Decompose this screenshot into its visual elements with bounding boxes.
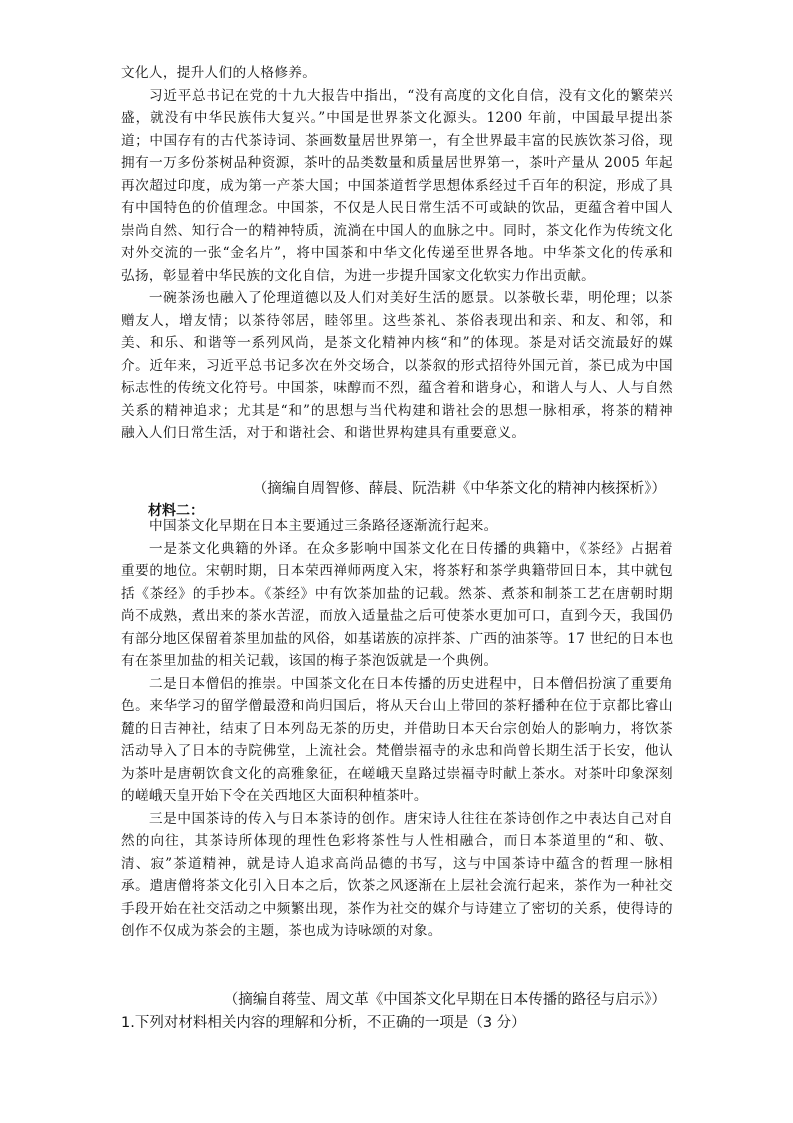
text-line: 麓的日吉神社，结束了日本列岛无茶的历史，并借助日本天台宗创始人的影响力，将饮茶 — [121, 720, 673, 737]
text-line: 习近平总书记在党的十九大报告中指出，“没有高度的文化自信，没有文化的繁荣兴 — [149, 87, 673, 104]
text-line: 介。近年来，习近平总书记多次在外交场合，以茶叙的形式招待外国元首，茶已成为中国 — [121, 357, 673, 374]
text-line: 三是中国茶诗的传入与日本茶诗的创作。唐宋诗人往往在茶诗创作之中表达自己对自 — [149, 810, 673, 827]
text-line: 创作不仅成为茶会的主题，茶也成为诗咏颂的对象。 — [121, 923, 442, 939]
text-line: 有部分地区保留着茶里加盐的风俗，如基诺族的凉拌茶、广西的油茶等。17 世纪的日本也 — [121, 630, 674, 647]
text-line: 有中国特色的价值理念。中国茶，不仅是人民日常生活不可或缺的饮品，更蕴含着中国人 — [121, 200, 673, 216]
text-line: 手段开始在社交活动之中频繁出现，茶作为社交的媒介与诗建立了密切的关系，使得诗的 — [121, 900, 673, 917]
text-line: 一碗茶汤也融入了伦理道德以及人们对美好生活的愿景。以茶敬长辈，明伦理；以茶 — [149, 290, 673, 306]
text-line: 重要的地位。宋朝时期，日本荣西禅师两度入宋，将茶籽和茶学典籍带回日本，其中就包 — [121, 563, 673, 579]
text-line: 尚不成熟，煮出来的茶水苦涩，而放入适量盐之后可使茶水更加可口，直到今天，我国仍 — [121, 608, 673, 624]
text-line: 清、寂”茶道精神，就是诗人追求高尚品德的书写，这与中国茶诗中蕴含的哲理一脉相 — [121, 855, 673, 872]
text-line: 再次超过印度，成为第一产茶大国；中国茶道哲学思想体系经过千百年的积淀，形成了具 — [121, 177, 673, 194]
material-one-text — [121, 62, 673, 445]
text-line: 中国茶文化早期在日本主要通过三条路径逐渐流行起来。 — [149, 518, 498, 534]
text-line: 承。遣唐僧将茶文化引入日本之后，饮茶之风逐渐在上层社会流行起来，茶作为一种社交 — [121, 878, 673, 894]
text-line: 拥有一万多份茶树品种资源，茶叶的品类数量和质量居世界第一，茶叶产量从 2005 年起 — [121, 155, 673, 171]
text-line: 对外交流的一张“金名片”，将中国茶和中华文化传递至世界各地。中华茶文化的传承和 — [121, 245, 673, 261]
text-line: 赠友人，增友情；以茶待邻居，睦邻里。这些茶礼、茶俗表现出和亲、和友、和邻，和 — [121, 312, 673, 329]
text-line: 有在茶里加盐的相关记载，该国的梅子茶泡饭就是一个典例。 — [121, 653, 498, 669]
text-line: 为茶叶是唐朝饮食文化的高雅象征，在嵯峨天皇路过崇福寺时献上茶水。对茶叶印象深刻 — [121, 765, 673, 782]
text-line: 美、和乐、和谐等一系列风尚，是茶文化精神内核“和”的体现。茶是对话交流最好的媒 — [121, 335, 673, 351]
text-line: 盛，就没有中华民族伟大复兴。”中国是世界茶文化源头。1200 年前，中国最早提出茶 — [121, 110, 673, 126]
text-line: 崇尚自然、知行合一的精神特质，流淌在中国人的血脉之中。同时，茶文化作为传统文化 — [121, 222, 673, 239]
text-line: 弘扬，彰显着中华民族的文化自信，为进一步提升国家文化软实力作出贡献。 — [121, 267, 596, 284]
text-line: 关系的精神追求；尤其是“和”的思想与当代构建和谐社会的思想一脉相承，将茶的精神 — [121, 402, 673, 419]
text-line: 文化人，提升人们的人格修养。 — [121, 65, 317, 81]
source-citation-two: （摘编自蒋莹、周文革《中国茶文化早期在日本传播的路径与启示》） — [223, 992, 666, 1008]
text-line: 一是茶文化典籍的外译。在众多影响中国茶文化在日传播的典籍中，《茶经》占据着 — [149, 540, 673, 557]
text-line: 色。来华学习的留学僧最澄和尚归国后，将从天台山上带回的茶籽播种在位于京都比睿山 — [121, 698, 673, 714]
question-one: 1.下列对材料相关内容的理解和分析，不正确的一项是（3 分） — [121, 1015, 526, 1031]
text-line: 然的向往，其茶诗所体现的理性色彩将茶性与人性相融合，而日本茶道里的“和、敬、 — [121, 833, 673, 849]
text-line: 标志性的传统文化符号。中国茶，味醇而不烈，蕴含着和谐身心，和谐人与人、人与自然 — [121, 380, 673, 396]
text-line: 括《茶经》的手抄本。《茶经》中有饮茶加盐的记载。然茶、煮茶和制茶工艺在唐朝时期 — [121, 585, 673, 602]
text-line: 道；中国存有的古代茶诗词、茶画数量居世界第一，有全世界最丰富的民族饮茶习俗，现 — [121, 132, 673, 149]
material-two-text — [121, 515, 673, 943]
text-line: 融入人们日常生活，对于和谐社会、和谐世界构建具有重要意义。 — [121, 425, 526, 441]
material-two-heading: 材料二： — [148, 503, 204, 519]
text-line: 的嵯峨天皇开始下令在关西地区大面积种植茶叶。 — [121, 788, 428, 804]
source-citation-one: （摘编自周智修、薛晨、阮浩耕《中华茶文化的精神内核探析》） — [252, 481, 666, 497]
text-line: 二是日本僧侣的推崇。中国茶文化在日本传播的历史进程中，日本僧侣扮演了重要角 — [149, 675, 673, 692]
text-line: 活动导入了日本的寺院佛堂，上流社会。梵僧崇福寺的永忠和尚曾长期生活于长安，他认 — [121, 743, 673, 759]
